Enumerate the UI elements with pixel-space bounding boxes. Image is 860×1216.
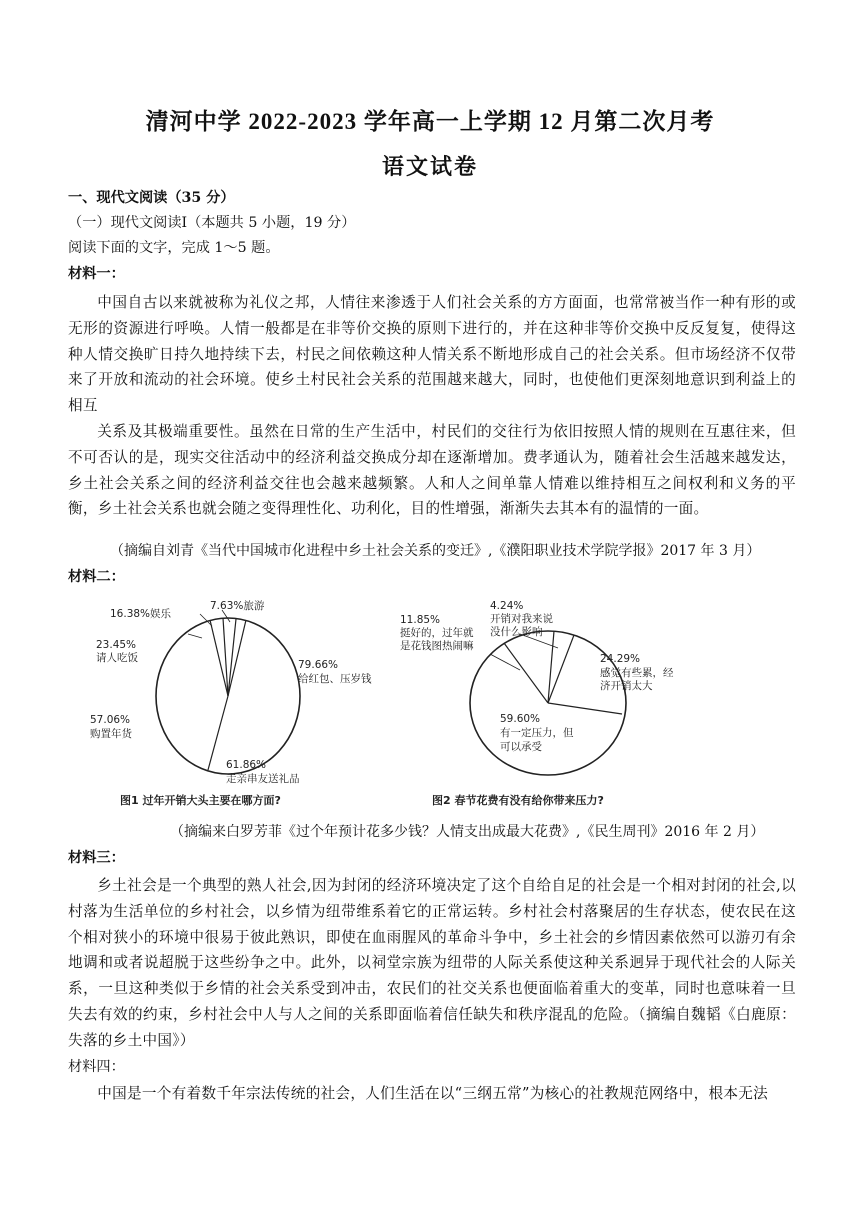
pie1-divider xyxy=(228,620,246,696)
pie2-divider xyxy=(548,631,554,703)
material4-paragraph: 中国是一个有着数千年宗法传统的社会，人们生活在以“三纲五常”为核心的社教规范网络中，根本无法 xyxy=(97,1085,769,1102)
pie2-text-fun-2: 是花钱图热闹嘛 xyxy=(400,640,474,652)
pie-chart-2 xyxy=(400,600,674,807)
pie2-caption: 图2 春节花费有没有给你带来压力? xyxy=(432,794,604,807)
material1-label: 材料一： xyxy=(68,266,125,282)
pie-chart-1 xyxy=(90,599,372,807)
pie1-text-goods: 购置年货 xyxy=(90,728,132,740)
pie2-value-noimpact: 4.24% xyxy=(490,600,524,612)
material2-citation: （摘编来白罗芳菲《过个年预计花多少钱？人情支出成最大花费》,《民生周刊》2016 年 2 月） xyxy=(170,824,765,840)
material1-paragraph-1: 中国自古以来就被称为礼仪之邦，人情往来渗透于人们社会关系的方方面面，也常常被当作一种有形的或无形的资源进行呼唤。人情一般都是在非等价交换的原则下进行的，并在这种非等价交换中反反复复，使得这种人情交换旷日持久地持续下去，村民之间依赖这种人情关系不断地形成自己的社会关系。但市场经济不仅带来了开放和流动的社会环境。使乡土村民社会关系的范围越来越大，同时，也使他们更深刻地意识到利益上的相互 xyxy=(68,294,796,415)
material3-text xyxy=(68,873,796,1054)
pie1-text-dinner: 请人吃饭 xyxy=(96,652,138,664)
material1-paragraph-2: 关系及其极端重要性。虽然在日常的生产生活中，村民们的交往行为依旧按照人情的规则在互惠往来，但不可否认的是，现实交往活动中的经济利益交换成分却在逐渐增加。费孝通认为，随着社会生活越来越发达，乡土社会关系之间的经济利益交往也会越来越频繁。人和人之间单靠人情难以维持相互之间权利和义务的平衡，乡土社会关系也就会随之变得理性化、功利化，目的性增强，渐渐失去其本有的温情的一面。 xyxy=(68,422,796,518)
pie2-value-pressure: 59.60% xyxy=(500,713,541,725)
pie1-text-gifts: 走亲串友送礼品 xyxy=(226,773,300,785)
pie2-value-fun: 11.85% xyxy=(400,614,441,626)
pie1-leader xyxy=(188,634,202,638)
pie2-text-pressure-1: 有一定压力，但 xyxy=(500,727,574,739)
pie2-text-tired-2: 济开销太大 xyxy=(600,680,653,692)
pie1-value-goods: 57.06% xyxy=(90,714,131,726)
pie1-value-gifts: 61.86% xyxy=(226,759,267,771)
material4-label: 材料四： xyxy=(68,1059,125,1075)
pie1-divider xyxy=(228,619,236,696)
pie1-label-entertain: 16.38%娱乐 xyxy=(110,608,172,620)
pie2-divider xyxy=(548,635,574,703)
pie1-label-travel: 7.63%旅游 xyxy=(210,600,265,612)
instruction: 阅读下面的文字，完成 1～5 题。 xyxy=(68,240,280,256)
pie2-text-noimpact-1: 开销对我来说 xyxy=(490,613,553,625)
material3-label: 材料三： xyxy=(68,850,125,866)
pie2-leader xyxy=(490,654,520,670)
section-heading: 一、现代文阅读（35 分） xyxy=(68,190,235,206)
pie1-caption: 图1 过年开销大头主要在哪方面? xyxy=(120,794,281,807)
exam-title: 清河中学 2022-2023 学年高一上学期 12 月第二次月考 xyxy=(145,109,715,134)
pie1-value-dinner: 23.45% xyxy=(96,639,137,651)
pie2-text-pressure-2: 可以承受 xyxy=(500,741,542,753)
material2-label: 材料二： xyxy=(68,569,125,585)
pie2-divider xyxy=(504,643,548,703)
material3-paragraph: 乡土社会是一个典型的熟人社会,因为封闭的经济环境决定了这个自给自足的社会是一个相对封闭的社会,以村落为生活单位的乡村社会，以乡情为纽带维系着它的正常运转。乡村社会村落聚居的生存状态，使农民在这个相对狭小的环境中很易于彼此熟识，即使在血雨腥风的革命斗争中，乡土社会的乡情因素依然可以游刃有余地调和或者说超脱于这些纷争之中。此外，以祠堂宗族为纽带的人际关系使这种关系迥异于现代社会的人际关系，一旦这种类似于乡情的社会关系受到冲击，农民们的社交关系也便面临着重大的变革，同时也意味着一旦失去有效的约束，乡村社会中人与人之间的关系即面临着信任缺失和秩序混乱的危险。（摘编自魏韬《白鹿原：失落的乡土中国》） xyxy=(68,877,796,1049)
exam-subtitle: 语文试卷 xyxy=(381,154,478,179)
pie1-divider xyxy=(208,696,228,770)
pie2-text-tired-1: 感觉有些累，经 xyxy=(600,667,674,679)
pie2-divider xyxy=(548,703,622,714)
pie2-text-noimpact-2: 没什么影响 xyxy=(490,626,543,638)
material1-text xyxy=(68,290,796,522)
material4-text xyxy=(68,1081,796,1107)
material1-citation: （摘编自刘青《当代中国城市化进程中乡土社会关系的变迁》,《濮阳职业技术学院学报》2017 年 3 月） xyxy=(110,543,761,559)
pie2-value-tired: 24.29% xyxy=(600,653,641,665)
pie1-value-redpacket: 79.66% xyxy=(298,659,339,671)
pie1-text-redpacket: 给红包、压岁钱 xyxy=(298,673,372,685)
material2-charts xyxy=(80,596,780,811)
sub-heading: （一）现代文阅读Ⅰ（本题共 5 小题，19 分） xyxy=(68,215,356,231)
pie2-text-fun-1: 挺好的，过年就 xyxy=(400,627,474,639)
